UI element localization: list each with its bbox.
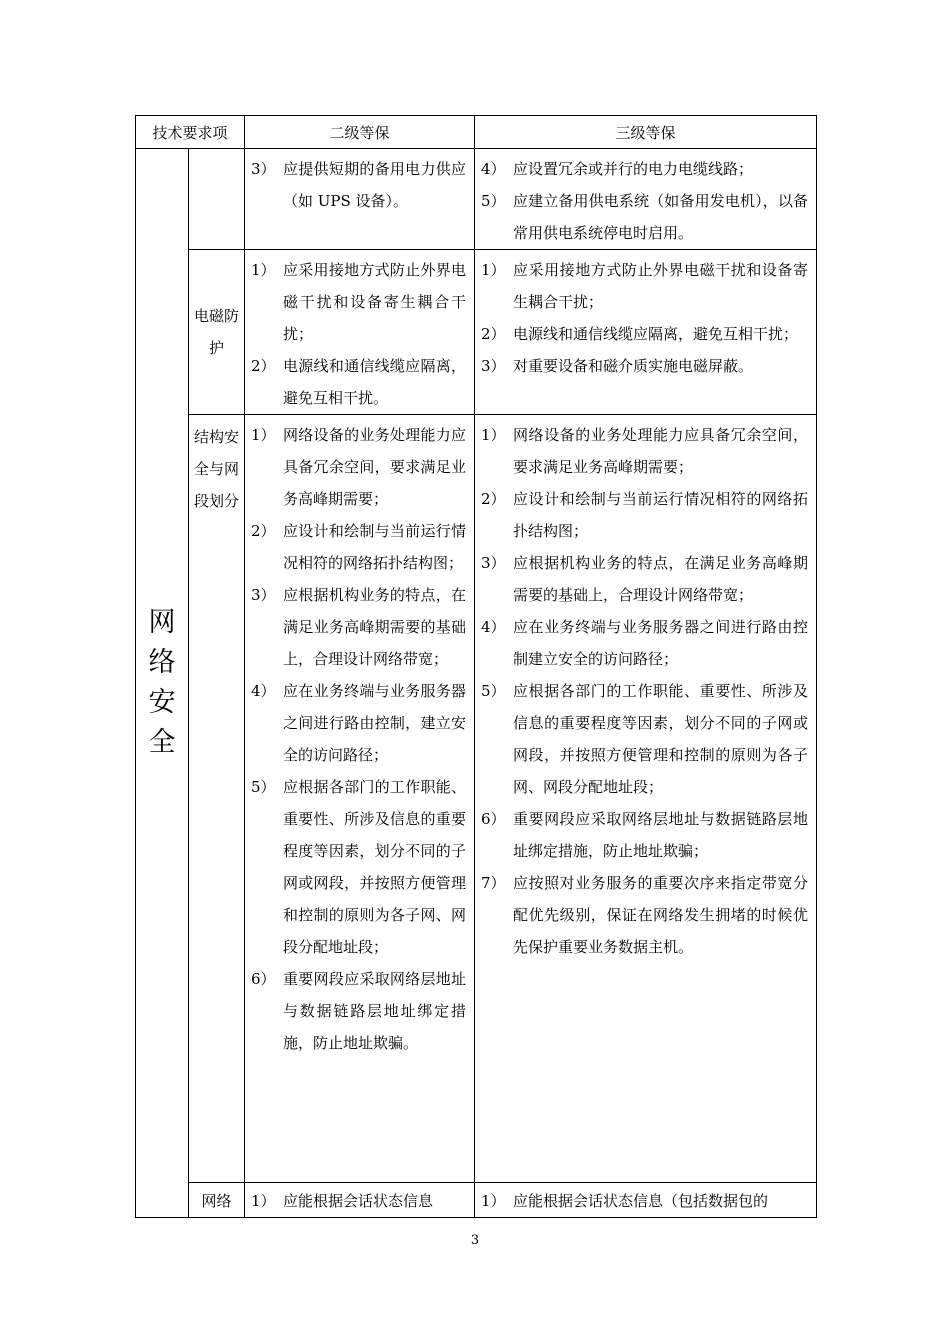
list-item (481, 483, 808, 547)
list-item (251, 254, 466, 350)
list-item (481, 867, 808, 963)
level2-cell (245, 149, 475, 250)
list-item (481, 675, 808, 803)
header-tech-requirement: 技术要求项 (136, 116, 245, 149)
item-text: 电源线和通信线缆应隔离，避免互相干扰。 (283, 357, 466, 407)
list-item (251, 419, 466, 515)
level3-cell (475, 250, 817, 415)
list-item (481, 803, 808, 867)
item-text: 应采用接地方式防止外界电磁干扰和设备寄生耦合干扰； (283, 261, 466, 343)
subcategory-cell: 电磁防护 (189, 250, 245, 415)
item-text: 应按照对业务服务的重要次序来指定带宽分配优先级别，保证在网络发生拥堵的时候优先保护重要业务数据主机。 (513, 874, 808, 956)
item-text: 应设计和绘制与当前运行情况相符的网络拓扑结构图； (283, 522, 466, 572)
item-text: 应在业务终端与业务服务器之间进行路由控制建立安全的访问路径； (513, 618, 808, 668)
item-text: 重要网段应采取网络层地址与数据链路层地址绑定措施，防止地址欺骗； (513, 810, 808, 860)
item-number: 6） (481, 810, 506, 828)
level3-cell (475, 1183, 817, 1218)
item-text: 电源线和通信线缆应隔离，避免互相干扰； (513, 325, 799, 343)
item-number: 7） (481, 874, 506, 892)
item-text: 应设计和绘制与当前运行情况相符的网络拓扑结构图； (513, 490, 808, 540)
table-row (136, 1183, 817, 1218)
list-item (251, 675, 466, 771)
item-number: 5） (481, 192, 506, 210)
item-number: 1） (251, 261, 276, 279)
list-item (481, 153, 808, 185)
subcategory-cell: 结构安全与网段划分 (189, 415, 245, 1183)
item-number: 1） (251, 1192, 276, 1210)
list-item (251, 350, 466, 414)
item-number: 4） (251, 682, 276, 700)
subcategory-cell: 网络 (189, 1183, 245, 1218)
list-item (481, 547, 808, 611)
list-item (251, 153, 466, 217)
item-number: 3） (251, 586, 276, 604)
item-number: 4） (481, 160, 506, 178)
level3-cell (475, 415, 817, 1183)
item-text: 对重要设备和磁介质实施电磁屏蔽。 (513, 357, 754, 375)
item-number: 2） (481, 325, 506, 343)
item-number: 2） (251, 357, 276, 375)
table-header-row (136, 116, 817, 149)
item-text: 网络设备的业务处理能力应具备冗余空间，要求满足业务高峰期需要； (283, 426, 466, 508)
item-number: 4） (481, 618, 506, 636)
item-text: 应在业务终端与业务服务器之间进行路由控制，建立安全的访问路径； (283, 682, 466, 764)
item-number: 3） (251, 160, 276, 178)
item-text: 应能根据会话状态信息（包括数据包的 (513, 1192, 769, 1210)
list-item (481, 1185, 808, 1217)
list-item (481, 185, 808, 249)
item-number: 1） (481, 426, 506, 444)
list-item (251, 579, 466, 675)
level2-cell (245, 1183, 475, 1218)
item-text: 应根据机构业务的特点，在满足业务高峰期需要的基础上，合理设计网络带宽； (513, 554, 808, 604)
item-text: 应设置冗余或并行的电力电缆线路； (513, 160, 754, 178)
item-number: 3） (481, 554, 506, 572)
item-number: 3） (481, 357, 506, 375)
page-number: 3 (470, 1233, 480, 1248)
item-number: 2） (481, 490, 506, 508)
category-label: 网络安全 (148, 607, 176, 758)
table-row (136, 250, 817, 415)
list-item (481, 318, 808, 350)
level2-cell (245, 415, 475, 1183)
list-item (481, 419, 808, 483)
header-level-2: 二级等保 (245, 116, 475, 149)
item-text: 网络设备的业务处理能力应具备冗余空间，要求满足业务高峰期需要； (513, 426, 808, 476)
item-text: 应提供短期的备用电力供应（如 UPS 设备）。 (283, 160, 466, 210)
item-text: 应根据各部门的工作职能、重要性、所涉及信息的重要程度等因素，划分不同的子网或网段，并按照方便管理和控制的原则为各子网、网段分配地址段； (283, 778, 466, 956)
item-number: 1） (481, 1192, 506, 1210)
item-text: 应建立备用供电系统（如备用发电机），以备常用供电系统停电时启用。 (513, 192, 808, 242)
list-item (481, 254, 808, 318)
item-text: 重要网段应采取网络层地址与数据链路层地址绑定措施，防止地址欺骗。 (283, 970, 466, 1052)
item-number: 2） (251, 522, 276, 540)
item-text: 应根据机构业务的特点，在满足业务高峰期需要的基础上，合理设计网络带宽； (283, 586, 466, 668)
level2-cell (245, 250, 475, 415)
item-number: 6） (251, 970, 276, 988)
level3-cell (475, 149, 817, 250)
item-number: 5） (481, 682, 506, 700)
subcategory-cell (189, 149, 245, 250)
category-cell (136, 149, 189, 1218)
list-item (481, 611, 808, 675)
table-row (136, 415, 817, 1183)
list-item (251, 515, 466, 579)
item-number: 5） (251, 778, 276, 796)
list-item (251, 771, 466, 963)
list-item (251, 963, 466, 1059)
header-level-3: 三级等保 (475, 116, 817, 149)
item-text: 应采用接地方式防止外界电磁干扰和设备寄生耦合干扰； (513, 261, 808, 311)
table-row (136, 149, 817, 250)
item-number: 1） (251, 426, 276, 444)
list-item (481, 350, 808, 382)
list-item (251, 1185, 466, 1217)
item-number: 1） (481, 261, 506, 279)
item-text: 应能根据会话状态信息 (283, 1192, 434, 1210)
requirements-table (135, 115, 817, 1218)
item-text: 应根据各部门的工作职能、重要性、所涉及信息的重要程度等因素，划分不同的子网或网段，并按照方便管理和控制的原则为各子网、网段分配地址段； (513, 682, 808, 796)
